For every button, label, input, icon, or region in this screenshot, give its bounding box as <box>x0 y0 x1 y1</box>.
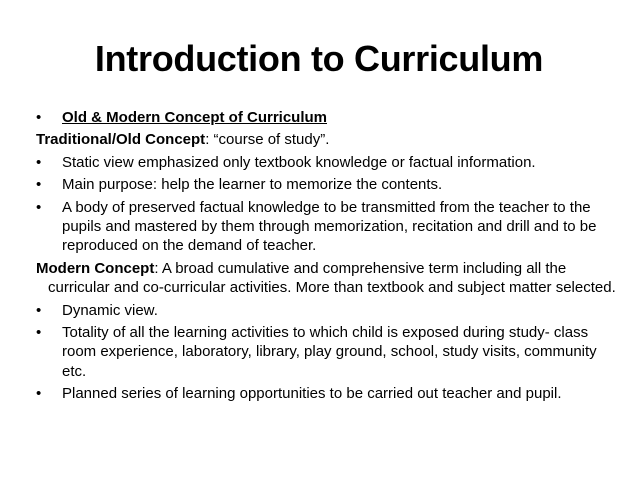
list-item <box>36 384 616 403</box>
traditional-point-3: A body of preserved factual knowledge to be transmitted from the teacher to the pupils and mastered by them through memorization, recitation and drill and to be reproduced on the demand of teacher. <box>62 198 597 255</box>
modern-point-1: Dynamic view. <box>62 301 158 319</box>
modern-text: : A broad cumulative and comprehensive term including all the curricular and co-curricular activities. More than textbook and subject matter selected. <box>48 259 616 297</box>
bullet-icon: • <box>36 176 42 194</box>
bullet-icon: • <box>36 109 42 126</box>
heading-bullet <box>36 108 616 127</box>
list-item <box>36 175 616 194</box>
traditional-point-2: Main purpose: help the learner to memorize the contents. <box>62 176 443 194</box>
traditional-definition <box>36 130 616 149</box>
traditional-text: : “course of study”. <box>205 131 330 149</box>
list-item <box>36 153 616 172</box>
list-item <box>36 198 616 256</box>
list-item <box>36 301 616 320</box>
slide-body <box>36 108 616 407</box>
list-item <box>36 323 616 381</box>
bullet-icon: • <box>36 198 42 216</box>
bullet-icon: • <box>36 324 42 342</box>
traditional-label: Traditional/Old Concept <box>36 131 206 149</box>
traditional-point-1: Static view emphasized only textbook knowledge or factual information. <box>62 153 536 171</box>
modern-label: Modern Concept <box>36 259 155 277</box>
bullet-icon: • <box>36 153 42 171</box>
modern-point-3: Planned series of learning opportunities to be carried out teacher and pupil. <box>62 385 562 403</box>
bullet-icon: • <box>36 301 42 319</box>
bullet-icon: • <box>36 385 42 403</box>
modern-definition <box>36 259 616 298</box>
modern-point-2: Totality of all the learning activities to which child is exposed during study- class room experience, laboratory, library, play ground, school, study visits, community etc. <box>62 324 597 380</box>
slide-title: Introduction to Curriculum <box>94 38 544 79</box>
section-heading: Old & Modern Concept of Curriculum <box>62 109 327 126</box>
